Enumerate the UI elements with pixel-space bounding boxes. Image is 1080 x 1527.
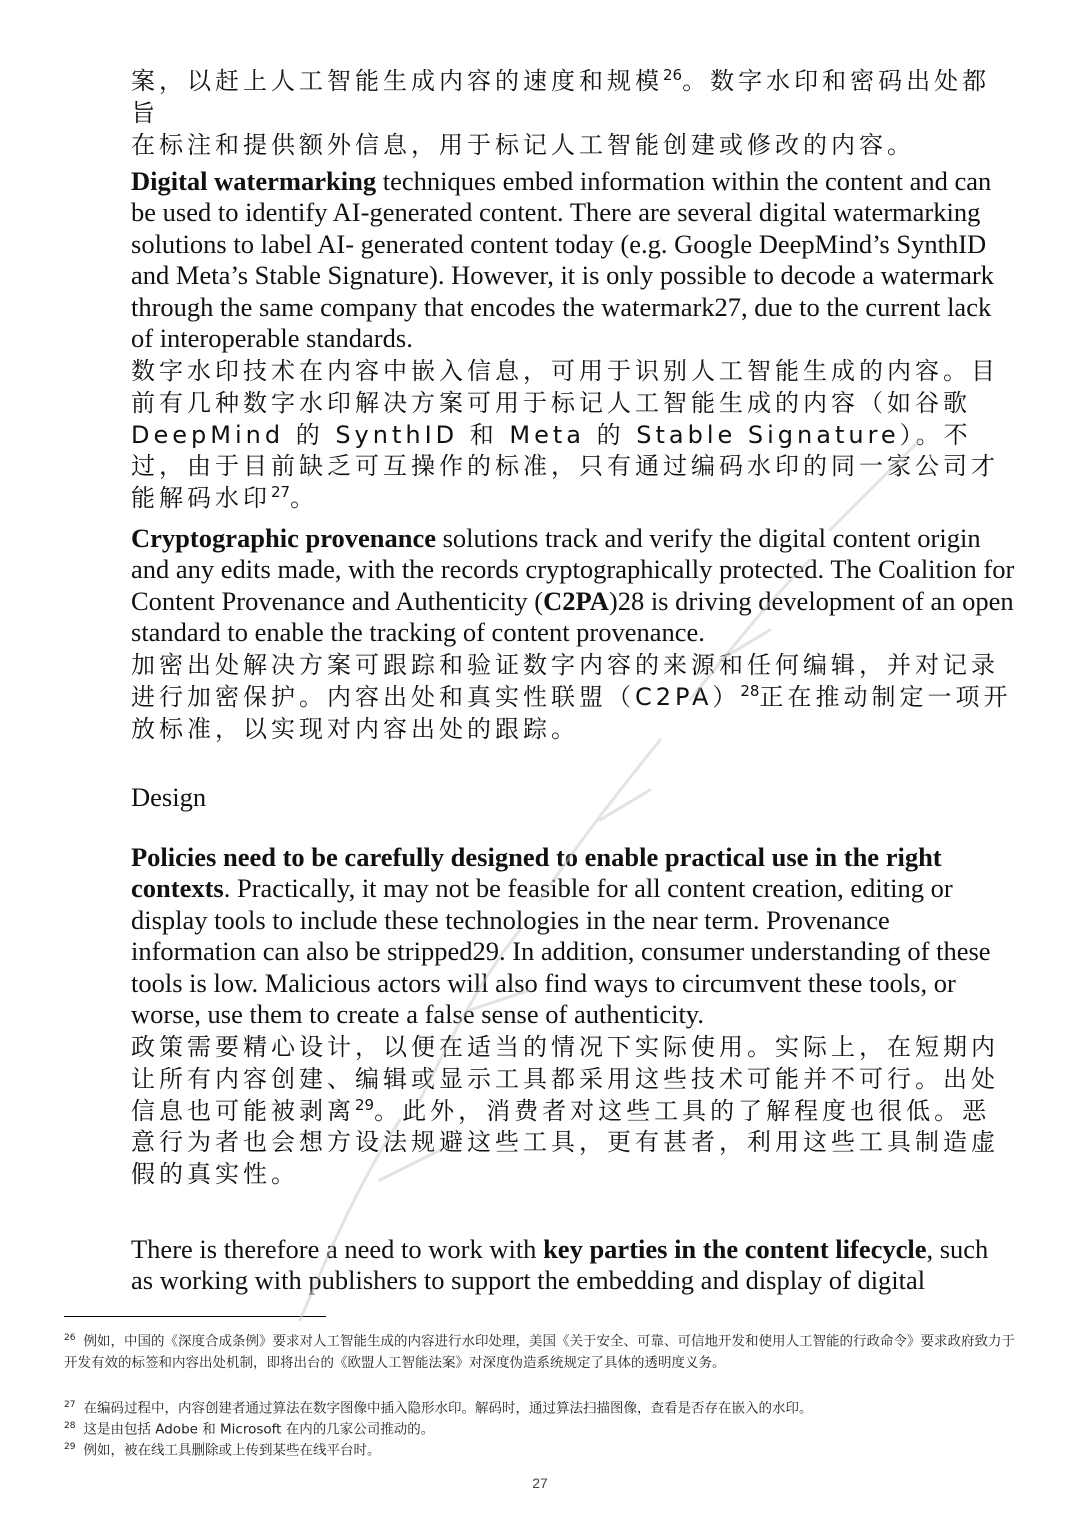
watermarking-zh-paragraph [131,356,1016,515]
footnote-number: 28 [64,1421,76,1431]
key-parties-paragraph [131,1234,1016,1297]
footnote-ref-26: 26 [663,66,683,84]
intro-zh-line1-cont: 。数字水印和密码出处都旨 [131,67,991,127]
footnote-29 [64,1437,1024,1462]
footnote-ref-27: 27 [271,483,291,502]
c2pa-term: C2PA [543,585,609,616]
key-parties-text: There is therefore a need to work with [131,1234,544,1264]
key-parties-term: key parties in the content lifecycle [543,1234,927,1264]
watermarking-text: techniques embed information within the content and can be used to identify AI-generated content. There are several digital watermarking solutions to label AI- generated content today (e.g. Google DeepMind’s SynthID and Meta’s Stable Signature). However, it is only possible to decode a watermark through the same company that encodes the watermark27, due to the current lack of interoperable standards. [131,166,994,354]
intro-zh-line2: 在标注和提供额外信息，用于标记人工智能创建或修改的内容。 [131,130,915,159]
footnote-text: 例如，中国的《深度合成条例》要求对人工智能生成的内容进行水印处理，美国《关于安全、可靠、可信地开发和使用人工智能的行政命令》要求政府致力于开发有效的标签和内容出处机制，即将出台的《欧盟人工智能法案》对深度伪造系统规定了具体的透明度义务。 [64,1333,1015,1371]
provenance-zh-end: 正在推动制定一项开放标准，以实现对内容出处的跟踪。 [131,682,1012,743]
provenance-zh-text: 加密出处解决方案可跟踪和验证数字内容的来源和任何编辑，并对记录进行加密保护。内容出处和真实性联盟（C2PA） [131,651,999,711]
footnote-number: 27 [64,1400,76,1410]
policies-term: Policies need to be carefully designed to enable practical use in the right contexts [131,842,942,904]
intro-zh-line1: 案，以赶上人工智能生成内容的速度和规模 [131,67,663,95]
footnote-text: 这是由包括 Adobe 和 Microsoft 在内的几家公司推动的。 [83,1421,435,1438]
policies-text: . Practically, it may not be feasible for all content creation, editing or display tools to include these technologies in the near term. Provenance information can also be stripped29. In addition, consumer understanding of these tools is low. Malicious actors will also find ways to circumvent these tools, or worse, use them to create a false sense of authenticity. [131,873,991,1030]
watermarking-zh-end: 。 [290,484,319,513]
watermarking-zh-text: 数字水印技术在内容中嵌入信息，可用于识别人工智能生成的内容。目前有几种数字水印解决方案可用于标记人工智能生成的内容（如谷歌 DeepMind 的 SynthID 和 Meta 的 Stable Signature）。不过，由于目前缺乏可互操作的标准，只有通过编码水印的同一家公司才能解码水印 [131,357,999,513]
design-heading: Design [131,782,207,812]
watermarking-term: Digital watermarking [131,166,377,196]
footnote-number: 29 [64,1442,76,1452]
footnote-text: 在编码过程中，内容创建者通过算法在数字图像中插入隐形水印。解码时，通过算法扫描图像，查看是否存在嵌入的水印。 [83,1400,813,1417]
provenance-zh-paragraph [131,650,1016,745]
provenance-paragraph [131,523,1016,649]
provenance-text: solutions track and verify the digital content origin and any edits made, with the records cryptographically protected. The Coalition for Content Provenance and Authenticity ( [131,523,1015,616]
policies-zh-end: 。此外，消费者对这些工具的了解程度也很低。恶意行为者也会想方设法规避这些工具，更有甚者，利用这些工具制造虚假的真实性。 [131,1096,999,1189]
page-number: 27 [532,1475,548,1491]
policies-zh-paragraph [131,1032,1016,1191]
provenance-text-cont: )28 is driving development of an open standard to enable the tracking of content provenance. [131,585,1014,648]
footnote-divider [64,1316,326,1317]
footnote-number: 26 [64,1333,76,1343]
footnote-ref-28: 28 [740,681,760,700]
watermarking-paragraph [131,166,1016,354]
policies-paragraph [131,842,1016,1030]
key-parties-text-cont: , such as working with publishers to support the embedding and display of digital [131,1234,989,1296]
intro-zh-paragraph [131,66,1016,161]
provenance-term: Cryptographic provenance [131,523,436,553]
footnote-26 [64,1328,1024,1374]
policies-zh-text: 政策需要精心设计，以便在适当的情况下实际使用。实际上，在短期内让所有内容创建、编辑或显示工具都采用这些技术可能并不可行。出处信息也可能被剥离 [131,1033,999,1125]
footnote-text: 例如，被在线工具删除或上传到某些在线平台时。 [83,1442,381,1459]
footnote-ref-29: 29 [355,1095,375,1114]
